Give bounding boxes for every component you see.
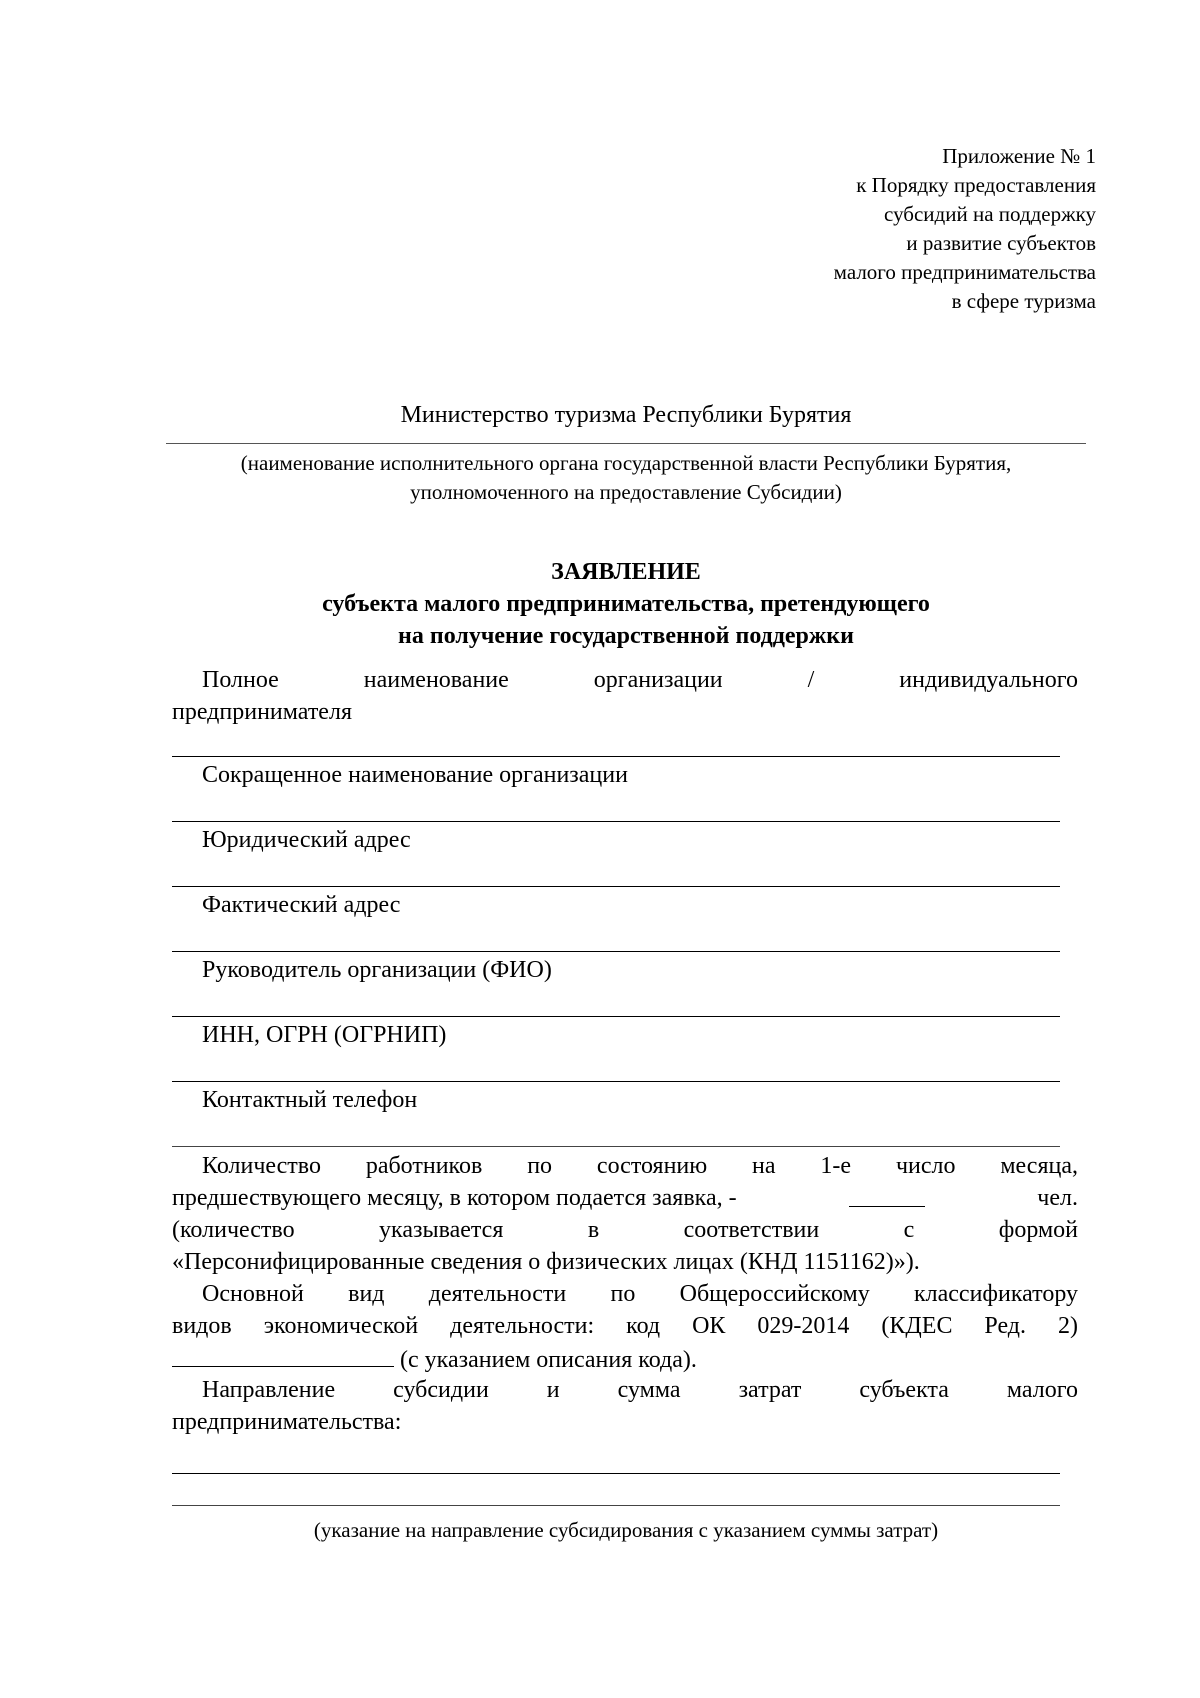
activity-text: (с указанием описания кода). [400, 1347, 697, 1373]
employees-line-with-blank [172, 1182, 1078, 1214]
full-name-word: индивидуального [899, 667, 1078, 693]
ministry-note-line: (наименование исполнительного органа государственной власти Республики Бурятия, [240, 451, 1012, 475]
inn-ogrn-label: ИНН, ОГРН (ОГРНИП) [202, 1022, 447, 1048]
employees-paragraph [172, 1150, 1078, 1278]
activity-line: видов экономической деятельности: код ОК 029-2014 (КДЕС Ред. 2) [172, 1313, 1078, 1339]
activity-line-with-blank [172, 1342, 1078, 1374]
actual-address-field[interactable] [172, 951, 1060, 952]
document-title [166, 556, 1086, 652]
full-name-word: Полное [202, 667, 279, 693]
subsidy-field-second[interactable] [172, 1505, 1060, 1506]
annex-header [834, 142, 1096, 316]
full-name-word: / [807, 667, 815, 693]
employees-text: предшествующего месяцу, в котором подается заявка, - [172, 1185, 737, 1211]
activity-code-field[interactable] [172, 1342, 394, 1367]
title-heading: ЗАЯВЛЕНИЕ [551, 559, 701, 585]
subsidy-paragraph [172, 1374, 1078, 1438]
employees-line: Количество работников по состоянию на 1-е число месяца, [202, 1153, 1078, 1179]
full-name-label [172, 664, 1078, 728]
employees-unit: чел. [1037, 1185, 1078, 1211]
legal-address-label: Юридический адрес [202, 827, 411, 853]
subsidy-footnote: (указание на направление субсидирования с указанием суммы затрат) [313, 1518, 939, 1542]
ministry-name: Министерство туризма Республики Бурятия [400, 402, 852, 428]
employees-line: «Персонифицированные сведения о физических лицах (КНД 1151162)»). [172, 1249, 920, 1275]
subsidy-line: Направление субсидии и сумма затрат субъекта малого [202, 1377, 1078, 1403]
annex-line: к Порядку предоставления [856, 173, 1096, 197]
inn-ogrn-field[interactable] [172, 1081, 1060, 1082]
annex-line: в сфере туризма [951, 289, 1096, 313]
title-subheading: на получение государственной поддержки [398, 623, 854, 649]
annex-line: малого предпринимательства [833, 260, 1096, 284]
full-name-word: организации [593, 667, 723, 693]
employees-count-field[interactable] [849, 1182, 925, 1207]
legal-address-field[interactable] [172, 886, 1060, 887]
full-name-word: наименование [363, 667, 509, 693]
activity-line: Основной вид деятельности по Общероссийскому классификатору [202, 1281, 1078, 1307]
activity-paragraph [172, 1278, 1078, 1374]
short-name-label: Сокращенное наименование организации [202, 762, 628, 788]
phone-field[interactable] [172, 1146, 1060, 1147]
phone-label: Контактный телефон [202, 1087, 418, 1113]
ministry-note-line: уполномоченного на предоставление Субсидии) [410, 480, 842, 504]
full-name-word: предпринимателя [172, 699, 352, 725]
head-field[interactable] [172, 1016, 1060, 1017]
annex-line: Приложение № 1 [942, 144, 1096, 168]
full-name-field[interactable] [172, 756, 1060, 757]
short-name-field[interactable] [172, 821, 1060, 822]
annex-line: и развитие субъектов [906, 231, 1096, 255]
subsidy-line: предпринимательства: [172, 1409, 402, 1435]
annex-line: субсидий на поддержку [884, 202, 1096, 226]
employees-line: (количество указывается в соответствии с формой [172, 1217, 1078, 1243]
actual-address-label: Фактический адрес [202, 892, 401, 918]
ministry-underline [166, 443, 1086, 444]
ministry-note [166, 449, 1086, 507]
title-subheading: субъекта малого предпринимательства, претендующего [322, 591, 930, 617]
subsidy-field[interactable] [172, 1473, 1060, 1474]
head-label: Руководитель организации (ФИО) [202, 957, 552, 983]
